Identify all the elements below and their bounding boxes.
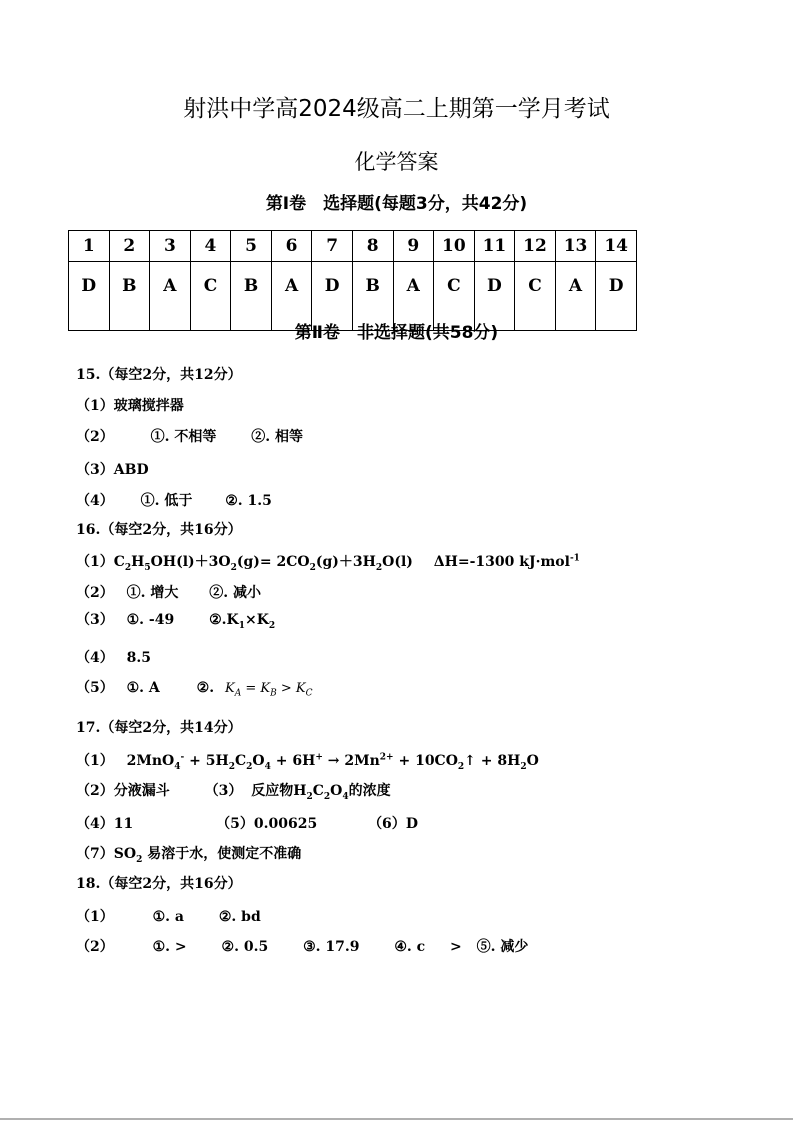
- answer-cell: C: [190, 262, 231, 331]
- q17-line-1: [76, 750, 539, 770]
- answer-a: ①. 低于: [140, 493, 193, 509]
- answer-subtitle: 化学答案: [354, 150, 439, 174]
- exam-title: 射洪中学高2024级高二上期第一学月考试: [183, 96, 610, 122]
- page-bottom-border: [0, 1118, 793, 1120]
- q16-line-2: [76, 582, 261, 602]
- label: （2）: [76, 783, 114, 799]
- answer-b: ②.: [196, 680, 215, 696]
- answer-cell: C: [434, 262, 475, 331]
- answer-cell: D: [474, 262, 515, 331]
- answer-a: ①. 增大: [126, 585, 179, 601]
- question-number-cell: 8: [352, 231, 393, 262]
- answer: 8.5: [126, 650, 151, 666]
- question-number-cell: 12: [515, 231, 556, 262]
- answer-cell: B: [109, 262, 150, 331]
- answer-b: ②. bd: [218, 909, 261, 925]
- answer-cell: A: [271, 262, 312, 331]
- label: （1）: [76, 398, 114, 414]
- answer-a: ①. 不相等: [150, 429, 217, 445]
- question-number-cell: 5: [231, 231, 272, 262]
- question-number-cell: 4: [190, 231, 231, 262]
- q16-line-4: [76, 647, 151, 667]
- answer-b: $②.K_1\times K_2$: [209, 612, 276, 631]
- q15-heading: 15.（每空2分，共12分）: [76, 367, 242, 383]
- label: （4）: [76, 493, 114, 509]
- thermochemical-equation: $C_2H_5OH(l)+3O_2(g)= 2CO_2(g)+3H_2O(l)$: [113, 554, 413, 573]
- q15-line-1: [76, 395, 184, 415]
- q15-line-3: [76, 459, 149, 479]
- label: （1）: [76, 753, 114, 769]
- label: （2）: [76, 585, 114, 601]
- answer-b: ②. 0.5: [221, 939, 269, 955]
- q17-heading: 17.（每空2分，共14分）: [76, 720, 242, 736]
- answer-6: D: [405, 816, 418, 832]
- question-number-cell: 7: [312, 231, 353, 262]
- label: （3）: [76, 612, 114, 628]
- section-1-heading: 第Ⅰ卷 选择题(每题3分，共42分): [265, 194, 528, 214]
- q15-line-4: [76, 490, 272, 510]
- answer-cell: B: [352, 262, 393, 331]
- question-number-cell: 3: [150, 231, 191, 262]
- question-number-cell: 14: [596, 231, 637, 262]
- answer-a: ①. A: [126, 680, 160, 696]
- q17-line-3: [76, 813, 418, 833]
- answer-cell: D: [69, 262, 110, 331]
- label: （4）: [76, 816, 114, 832]
- q15-line-2: [76, 426, 303, 446]
- question-number-cell: 6: [271, 231, 312, 262]
- question-number-cell: 2: [109, 231, 150, 262]
- label: （7）: [76, 846, 114, 862]
- answer-d: ④. c: [394, 939, 426, 955]
- answer-cell: A: [393, 262, 434, 331]
- answer-b: ②. 相等: [251, 429, 303, 445]
- label-5: （5）: [216, 816, 254, 832]
- answer-a: ①. a: [152, 909, 184, 925]
- answer: ABD: [113, 462, 149, 478]
- section-2-heading: 第Ⅱ卷 非选择题(共58分): [294, 323, 499, 343]
- label: （2）: [76, 429, 114, 445]
- question-number-row: [69, 231, 637, 262]
- question-number-cell: 10: [434, 231, 475, 262]
- answer-b: ②. 减小: [209, 585, 261, 601]
- label-6: （6）: [368, 816, 406, 832]
- enthalpy: ΔH=-1300 kJ·mol$^{-1}$: [433, 553, 580, 570]
- q16-line-5: [76, 677, 312, 697]
- label: （2）: [76, 939, 114, 955]
- label: （5）: [76, 680, 114, 696]
- q18-line-1: [76, 906, 261, 926]
- q17-line-2: [76, 780, 391, 800]
- answer: 玻璃搅拌器: [113, 398, 184, 414]
- answer-b: ②. 1.5: [225, 493, 272, 509]
- answer-cell: C: [515, 262, 556, 331]
- answer-a: ①. -49: [126, 612, 175, 628]
- answer: 分液漏斗: [113, 783, 170, 799]
- answer-cell: A: [555, 262, 596, 331]
- label-3: （3）: [204, 783, 243, 799]
- answer-table: [68, 230, 637, 331]
- answer-e: ⑤. 减少: [476, 939, 529, 955]
- q18-line-2: [76, 936, 528, 956]
- answer-cell: D: [312, 262, 353, 331]
- question-number-cell: 9: [393, 231, 434, 262]
- answer-cell: D: [596, 262, 637, 331]
- q16-heading: 16.（每空2分，共16分）: [76, 522, 242, 538]
- q17-line-4: [76, 843, 301, 863]
- label: （1）: [76, 554, 114, 570]
- q18-heading: 18.（每空2分，共16分）: [76, 876, 242, 892]
- answer-cell: B: [231, 262, 272, 331]
- question-number-cell: 13: [555, 231, 596, 262]
- q16-line-3: [76, 609, 275, 629]
- answer: 11: [113, 816, 134, 832]
- ionic-equation: $2MnO_4^- + 5H_2C_2O_4 + 6H^+ \to 2Mn^{2+}$ + $10CO_2↑ + 8H_2O$: [126, 752, 539, 772]
- answer-cell: A: [150, 262, 191, 331]
- greater-than-sign: >: [450, 939, 462, 955]
- answer-3: 反应物$H_2C_2O_4$的浓度: [251, 783, 391, 802]
- answer-a: ①. >: [152, 939, 187, 955]
- answer: $SO_2$ 易溶于水，使测定不准确: [113, 846, 302, 865]
- answer-5: 0.00625: [253, 816, 318, 832]
- equilibrium-constant-relation: $K_A = K_B > K_C$: [224, 681, 313, 699]
- label: （4）: [76, 650, 114, 666]
- answer-c: ③. 17.9: [303, 939, 360, 955]
- label: （1）: [76, 909, 114, 925]
- q16-line-1: [76, 551, 580, 571]
- label: （3）: [76, 462, 114, 478]
- question-number-cell: 11: [474, 231, 515, 262]
- question-number-cell: 1: [69, 231, 110, 262]
